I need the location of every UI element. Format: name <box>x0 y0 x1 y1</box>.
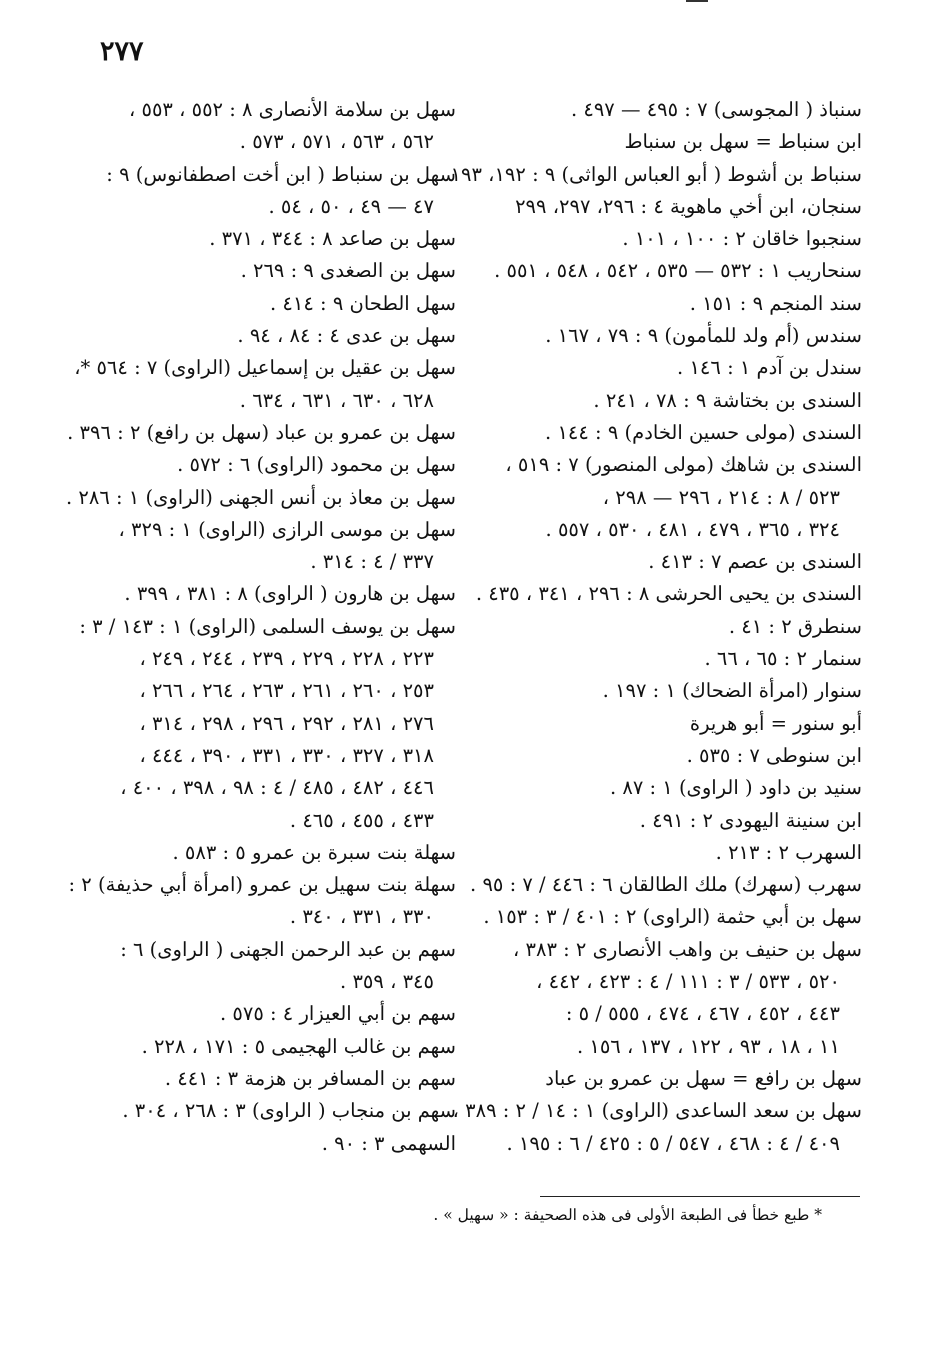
index-entry <box>467 708 862 740</box>
index-column-left <box>66 94 456 1160</box>
index-entry <box>467 901 862 933</box>
index-entry-continuation: ٢٥٣ ، ٢٦٠ ، ٢٦١ ، ٢٦٣ ، ٢٦٤ ، ٢٦٦ ، <box>139 679 434 703</box>
index-entry <box>467 611 862 643</box>
index-entry-line: السندى بن عصم ٧ : ٤١٣ . <box>648 550 862 574</box>
index-entry-line: سهم بن أبي العيزار ٤ : ٥٧٥ . <box>220 1002 456 1026</box>
index-entry <box>467 320 862 352</box>
index-entry <box>88 1031 456 1063</box>
index-entry-line: سنجبوا خاقان ٢ : ١٠٠ ، ١٠١ . <box>622 227 862 251</box>
index-entry-line: سهل بن الصغدى ٩ : ٢٦٩ . <box>240 259 456 283</box>
footnote: * طبع خطأ فى الطبعة الأولى فى هذه الصحيفة : « سهيل » . <box>433 1206 822 1224</box>
index-entry <box>467 94 862 126</box>
index-entry-line: السندى (مولى حسين الخادم) ٩ : ١٤٤ . <box>545 420 862 444</box>
index-entry-line: سنجان، ابن أخي ماهوية ٤ : ٢٩٦، ٢٩٧، ٢٩٩ <box>515 194 862 218</box>
index-entry <box>467 740 862 772</box>
index-entry <box>88 449 456 481</box>
index-entry-line: سهل بن موسى الرازى (الراوى) ١ : ٣٢٩ ، <box>118 517 456 541</box>
index-entry-line: سهل بن عقيل بن إسماعيل (الراوى) ٧ : ٥٦٤ *، <box>74 356 456 380</box>
index-entry-line: سهل بن أبي حثمة (الراوى) ٢ : ٤٠١ / ٣ : ١٥٣ . <box>483 905 862 929</box>
index-entry <box>467 578 862 610</box>
index-entry-line: أبو سنور = أبو هريرة <box>689 711 862 735</box>
index-entry-line: السندى بن يحيى الحرشى ٨ : ٢٩٦ ، ٣٤١ ، ٤٣٥ . <box>475 582 862 606</box>
index-entry <box>467 772 862 804</box>
index-entry <box>467 288 862 320</box>
index-entry-line: سهم بن عبد الرحمن الجهنى ( الراوى) ٦ : <box>120 937 456 961</box>
index-entry-continuation: ٦٢٨ ، ٦٣٠ ، ٦٣١ ، ٦٣٤ . <box>239 388 434 412</box>
index-entry <box>467 417 862 449</box>
index-entry-line: سهل بن سلامة الأنصارى ٨ : ٥٥٢ ، ٥٥٣ ، <box>128 98 456 121</box>
index-entry <box>66 482 456 514</box>
index-entry <box>88 159 456 224</box>
index-entry-continuation: ٤٠٩ / ٤ : ٤٦٨ ، ٥٤٧ / ٥ : ٤٢٥ / ٦ : ١٩٥ . <box>506 1131 840 1155</box>
index-entry-line: سهم بن منجاب ( الراوى) ٣ : ٢٦٨ ، ٣٠٤ . <box>122 1099 456 1123</box>
index-entry <box>88 998 456 1030</box>
index-entry-continuation: ٤٤٣ ، ٤٥٢ ، ٤٦٧ ، ٤٧٤ ، ٥٥٥ / ٥ : <box>565 1002 840 1026</box>
index-entry-line: سهل بن هارون ( الراوى) ٨ : ٣٨١ ، ٣٩٩ . <box>124 582 456 606</box>
index-entry-line: سنباط بن أشوط ( أبو العباس الواثى) ٩ : ١٩٢، ١٩٣ <box>450 162 862 186</box>
index-entry <box>88 934 456 999</box>
index-entry-line: سنباذ ( المجوسى) ٧ : ٤٩٥ — ٤٩٧ . <box>570 98 862 121</box>
index-entry <box>88 1095 456 1127</box>
index-entry <box>467 385 862 417</box>
top-edge-mark <box>686 0 708 6</box>
index-entry-continuation: ٥٦٢ ، ٥٦٣ ، ٥٧١ ، ٥٧٣ . <box>239 130 434 154</box>
index-entry <box>467 675 862 707</box>
index-entry-line: سندل بن آدم ١ : ١٤٦ . <box>677 356 862 380</box>
index-entry-line: سهل بن معاذ بن أنس الجهنى (الراوى) ١ : ٢٨٦ . <box>66 485 456 509</box>
index-entry-continuation: ٥٢٠ ، ٥٣٣ / ٣ : ١١١ / ٤ : ٤٢٣ ، ٤٤٢ ، <box>536 970 840 994</box>
index-entry <box>467 1063 862 1095</box>
index-entry <box>467 126 862 158</box>
index-entry-continuation: ٣٣٠ ، ٣٣١ ، ٣٤٠ . <box>289 905 434 929</box>
index-entry <box>79 611 456 837</box>
index-entry-line: سهلة بنت سهيل بن عمرو (امرأة أبي حذيفة) ٢ : <box>68 873 456 897</box>
index-entry <box>452 1095 862 1160</box>
index-entry <box>467 352 862 384</box>
index-entry <box>88 514 456 579</box>
index-entry-line: سهل بن سنباط ( ابن أخت اصطفانوس) ٩ : <box>106 162 456 186</box>
index-entry <box>467 223 862 255</box>
index-entry-line: سند المنجم ٩ : ١٥١ . <box>689 291 862 315</box>
index-entry-line: ابن سنباط = سهل بن سنباط <box>624 130 862 154</box>
index-entry <box>88 1128 456 1160</box>
index-entry-continuation: ٢٧٦ ، ٢٨١ ، ٢٩٢ ، ٢٩٦ ، ٢٩٨ ، ٣١٤ ، <box>139 711 434 735</box>
index-entry <box>88 288 456 320</box>
index-entry-continuation: ٥٢٣ / ٨ : ٢١٤ ، ٢٩٦ — ٢٩٨ ، <box>602 485 840 509</box>
index-entry-line: سنطرق ٢ : ٤١ . <box>728 614 862 638</box>
index-entry-line: سهل بن عمرو بن عباد (سهل بن رافع) ٢ : ٣٩٦ . <box>67 420 456 444</box>
index-entry-continuation: ١١ ، ١٨ ، ٩٣ ، ١٢٢ ، ١٣٧ ، ١٥٦ . <box>576 1034 840 1058</box>
index-entry-line: سهل الطحان ٩ : ٤١٤ . <box>270 291 456 315</box>
index-entry <box>88 320 456 352</box>
index-entry-line: سندس (أم ولد للمأمون) ٩ : ٧٩ ، ١٦٧ . <box>545 324 862 348</box>
index-entry-line: سهل بن حنيف بن واهب الأنصارى ٢ : ٣٨٣ ، <box>513 937 862 961</box>
index-entry <box>467 869 862 901</box>
index-entry-line: سهل بن يوسف السلمى (الراوى) ١ : ١٤٣ / ٣ : <box>79 614 456 638</box>
index-entry <box>467 837 862 869</box>
index-entry-continuation: ٣٤٥ ، ٣٥٩ . <box>340 970 434 994</box>
index-entry <box>88 255 456 287</box>
index-entry-continuation: ٤٣٣ ، ٤٥٥ ، ٤٦٥ . <box>289 808 434 832</box>
index-entry-continuation: ٣٣٧ / ٤ : ٣١٤ . <box>310 550 434 574</box>
index-entry <box>74 352 456 417</box>
index-entry-line: السندى بن بختاشة ٩ : ٧٨ ، ٢٤١ . <box>593 388 862 412</box>
index-entry-line: سهل بن عدى ٤ : ٨٤ ، ٩٤ . <box>237 324 456 348</box>
index-entry <box>88 578 456 610</box>
index-entry-continuation: ٤٤٦ ، ٤٨٢ ، ٤٨٥ / ٤ : ٩٨ ، ٣٩٨ ، ٤٠٠ ، <box>120 776 434 800</box>
index-entry <box>467 805 862 837</box>
index-entry <box>88 1063 456 1095</box>
index-entry-line: سهرب (سهرك) ملك الطالقان ٦ : ٤٤٦ / ٧ : ٩٥ . <box>470 873 862 897</box>
index-column-right <box>450 94 862 1160</box>
index-entry-line: سهم بن المسافر بن هزمة ٣ : ٤٤١ . <box>164 1066 456 1090</box>
index-entry <box>88 223 456 255</box>
index-entry <box>467 255 862 287</box>
index-entry-continuation: ٣٢٤ ، ٣٦٥ ، ٤٧٩ ، ٤٨١ ، ٥٣٠ ، ٥٥٧ . <box>545 517 840 541</box>
index-entry-line: سنمار ٢ : ٦٥ ، ٦٦ . <box>704 647 862 671</box>
index-entry <box>467 934 862 1063</box>
index-entry-continuation: ٢٢٣ ، ٢٢٨ ، ٢٢٩ ، ٢٣٩ ، ٢٤٤ ، ٢٤٩ ، <box>139 647 434 671</box>
index-entry <box>467 191 862 223</box>
index-entry-line: سهلة بنت سبرة بن عمرو ٥ : ٥٨٣ . <box>172 840 456 864</box>
index-entry-line: سنحاريب ١ : ٥٣٢ — ٥٣٥ ، ٥٤٢ ، ٥٤٨ ، ٥٥١ . <box>494 259 862 283</box>
index-entry-line: ابن سنينة اليهودى ٢ : ٤٩١ . <box>639 808 862 832</box>
index-entry-line: سنيد بن داود ( الراوى) ١ : ٨٧ . <box>609 776 862 800</box>
index-entry <box>450 159 862 191</box>
index-entry <box>67 417 456 449</box>
index-entry <box>467 546 862 578</box>
index-entry <box>88 837 456 869</box>
index-entry-line: السندى بن شاهك (مولى المنصور) ٧ : ٥١٩ ، <box>505 453 862 477</box>
index-entry-line: سهل بن رافع = سهل بن عمرو بن عباد <box>545 1066 862 1090</box>
index-entry-line: سنوار (امرأة الضحاك) ١ : ١٩٧ . <box>602 679 862 703</box>
index-entry <box>467 449 862 546</box>
index-entry-line: سهم بن غالب الهجيمى ٥ : ١٧١ ، ٢٢٨ . <box>141 1034 456 1058</box>
index-entry-line: السهمى ٣ : ٩٠ . <box>321 1131 456 1155</box>
index-entry <box>68 869 456 934</box>
index-entry-line: ابن سنوطى ٧ : ٥٣٥ . <box>686 743 862 767</box>
index-entry <box>467 643 862 675</box>
page-number: ٢٧٧ <box>100 36 144 67</box>
footnote-divider <box>540 1196 860 1197</box>
index-entry-continuation: ٣١٨ ، ٣٢٧ ، ٣٣٠ ، ٣٣١ ، ٣٩٠ ، ٤٤٤ ، <box>139 743 434 767</box>
index-entry <box>88 94 456 159</box>
index-entry-line: سهل بن سعد الساعدى (الراوى) ١ : ١٤ / ٢ : ٣٨٩ ، <box>452 1099 862 1123</box>
index-entry-line: السهرب ٢ : ٢١٣ . <box>715 840 862 864</box>
index-entry-continuation: ٤٧ — ٤٩ ، ٥٠ ، ٥٤ . <box>268 194 434 218</box>
index-entry-line: سهل بن صاعد ٨ : ٣٤٤ ، ٣٧١ . <box>209 227 456 251</box>
index-entry-line: سهل بن محمود (الراوى) ٦ : ٥٧٢ . <box>177 453 456 477</box>
